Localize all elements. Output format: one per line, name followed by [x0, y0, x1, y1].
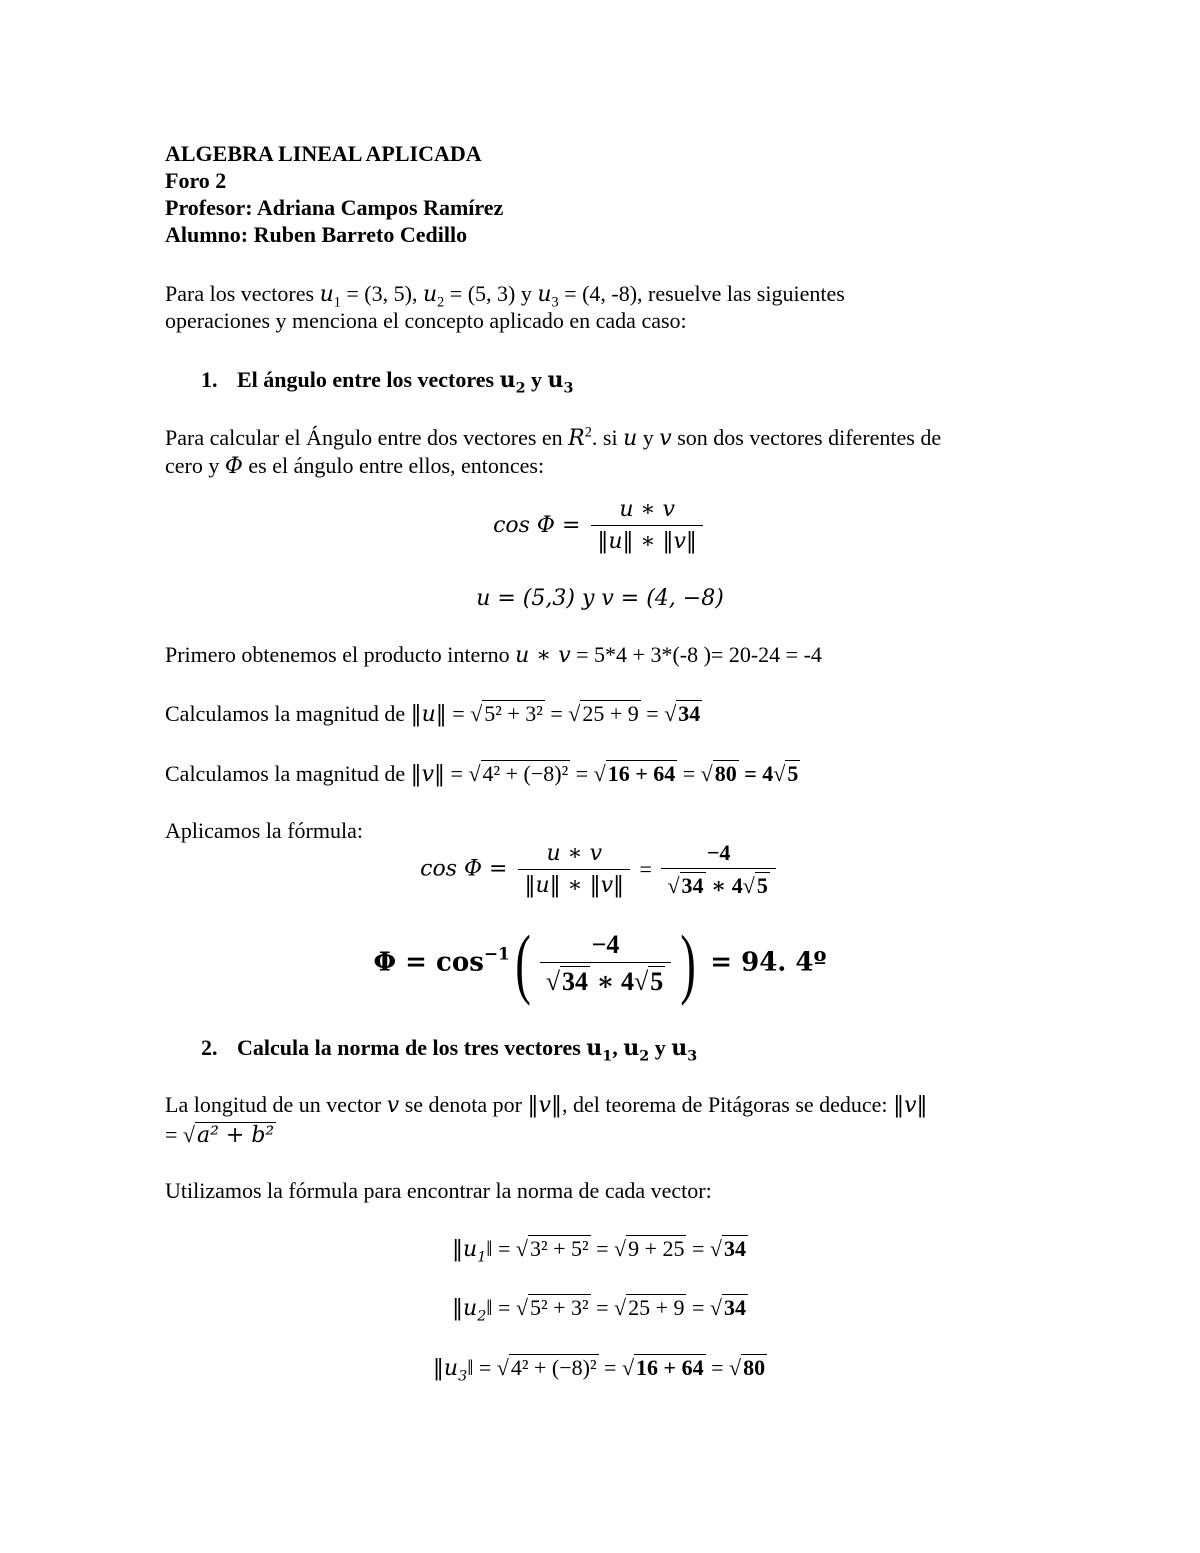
final-angle-result: $\Phi = \cos^{-1}$( $\frac{-4}{√34 ∗ 4√5}$ ) = 94. 4º	[373, 919, 827, 1006]
angle-formula: cos Φ = $\frac{u ∗ v}{‖u‖ ∗ ‖v‖}$	[0, 497, 1200, 556]
intro-line-2: operaciones y menciona el concepto aplicado en cada caso:	[165, 308, 687, 333]
norm-u2-line: $‖u_2‖ = √5^2 + 3^2 = √25 + 9 = √34$	[452, 1295, 746, 1325]
forum-title: Foro 2	[165, 168, 227, 193]
norm-u1-line: $‖u_1‖ = √3^2 + 5^2 = √9 + 25 = √34$	[452, 1236, 746, 1266]
section-2-number: 2.	[201, 1035, 218, 1060]
student-line: Alumno: Ruben Barreto Cedillo	[165, 222, 468, 247]
section-1-heading: El ángulo entre los vectores $u_2$ y $u_3$	[237, 367, 574, 397]
dot-product-line: Primero obtenemos el producto interno u ∗ v = 5*4 + 3*(-8 )= 20-24 = -4	[165, 642, 822, 668]
course-title: ALGEBRA LINEAL APLICADA	[165, 141, 482, 166]
magnitude-v-line: Calculamos la magnitud de ‖v‖ = √4² + (−8)² = √16 + 64 = √80 = 4√5	[165, 761, 799, 787]
section-2-paragraph-line-2: = √a² + b²	[165, 1122, 275, 1148]
section-1-paragraph-line-1: Para calcular el Ángulo entre dos vectores en $R^2$. si u y v son dos vectores diferentes de	[165, 424, 942, 451]
section-1-paragraph-line-2: cero y Φ es el ángulo entre ellos, entonces:	[165, 453, 545, 479]
section-2-formula-intro: Utilizamos la fórmula para encontrar la norma de cada vector:	[165, 1178, 712, 1203]
applied-formula: cos Φ = $\frac{u ∗ v}{‖u‖ ∗ ‖v‖}$ = $\frac{-4}{√34 ∗ 4√5}$	[0, 840, 1200, 900]
vectors-definition: u = (5,3) y v = (4, −8)	[476, 586, 724, 611]
magnitude-u-line: Calculamos la magnitud de ‖u‖ = √5² + 3² = √25 + 9 = √34	[165, 701, 701, 727]
section-2-paragraph-line-1: La longitud de un vector v se denota por ‖v‖, del teorema de Pitágoras se deduce: ‖v‖	[165, 1092, 928, 1118]
apply-formula-label: Aplicamos la fórmula:	[165, 818, 363, 843]
angle-formula-fraction: $\frac{u ∗ v}{‖u‖ ∗ ‖v‖}$	[591, 497, 703, 556]
professor-line: Profesor: Adriana Campos Ramírez	[165, 195, 504, 220]
section-1-number: 1.	[201, 367, 218, 392]
section-2-heading: Calcula la norma de los tres vectores $u_1$, $u_2$ y $u_3$	[237, 1035, 698, 1065]
intro-line-1: Para los vectores $u_1 = (3$, 5), $u_2 = (5$, 3) y $u_3 = (4$, -8), resuelve las siguientes	[165, 281, 845, 311]
norm-u3-line: $‖u_3‖ = √4^2 + (-8)^2 = √16 + 64 = √80$	[432, 1355, 766, 1385]
